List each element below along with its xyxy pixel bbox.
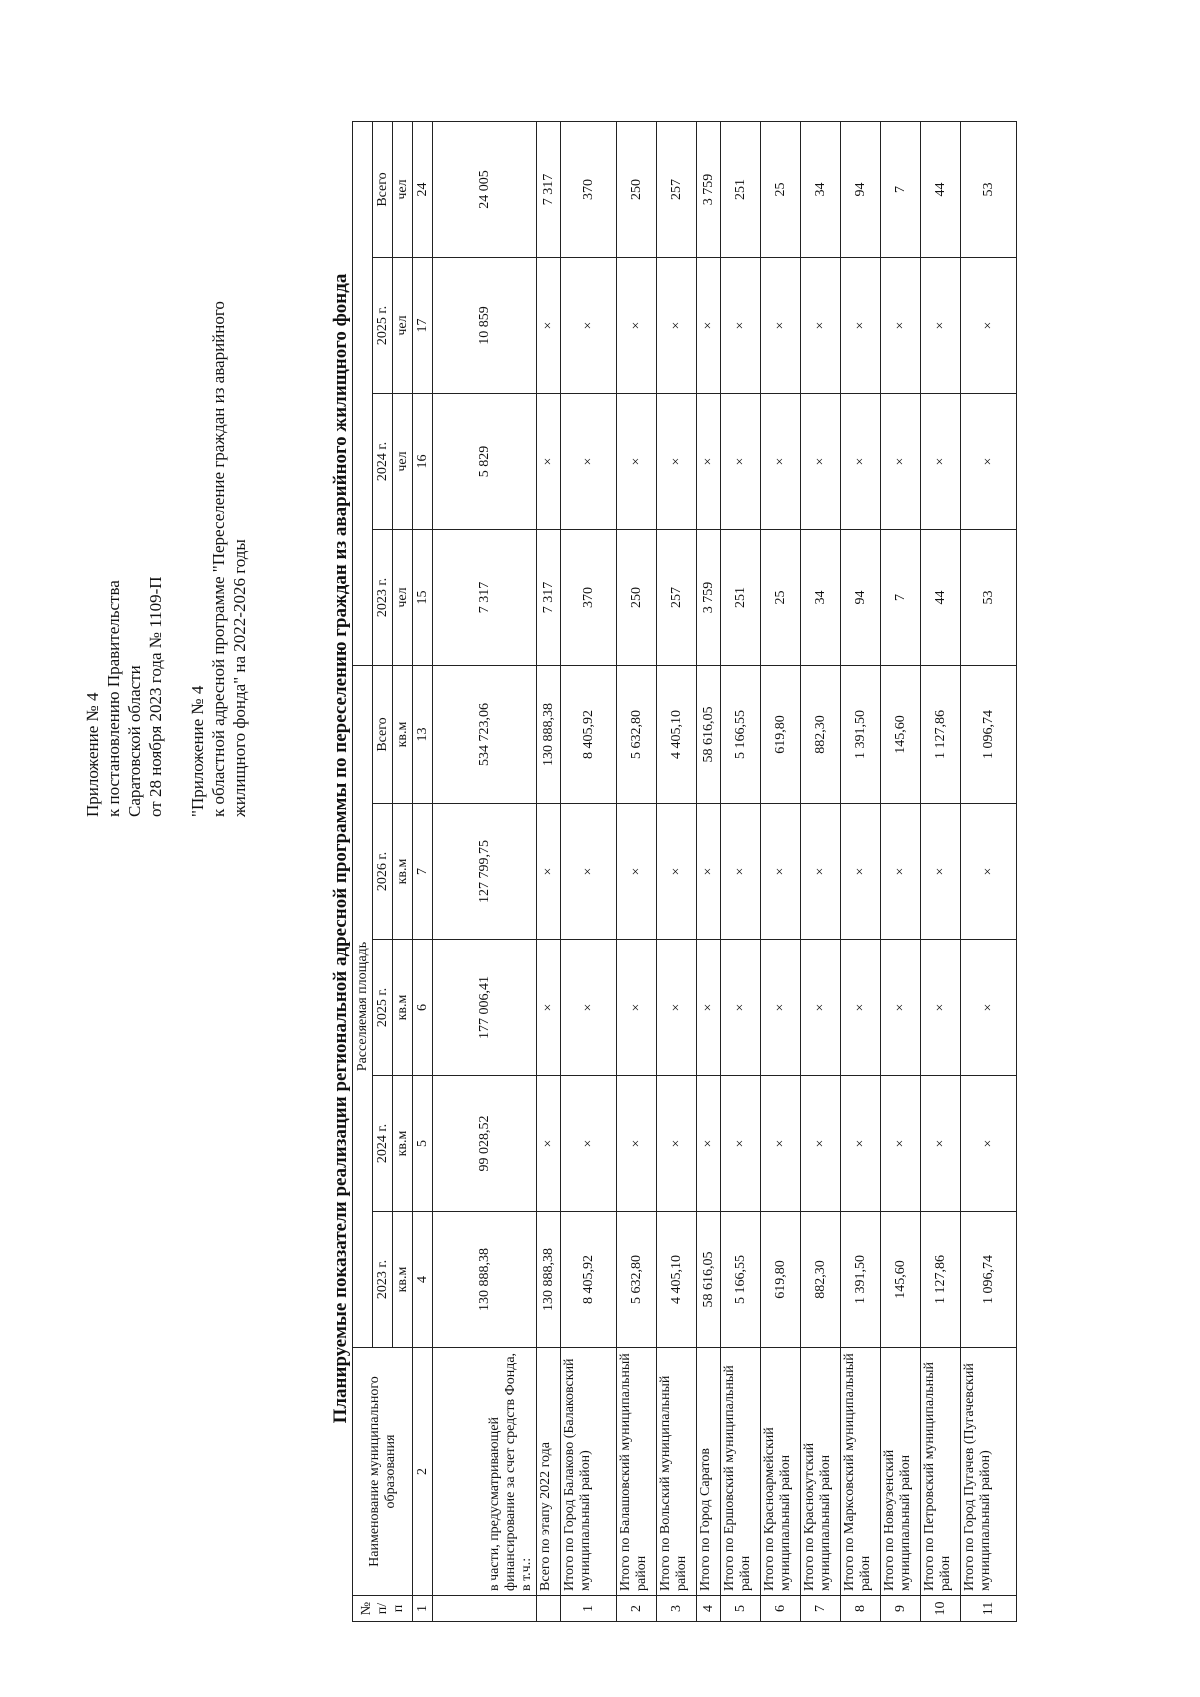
value-cell: 5 632,80 <box>617 1212 657 1348</box>
value-cell: 7 <box>881 122 921 258</box>
col-header-year: 2023 г. <box>373 1212 393 1348</box>
value-cell: 3 759 <box>697 530 721 666</box>
value-cell: × <box>617 394 657 530</box>
municipality-name: Итого по Красноармейский муниципальный район <box>761 1348 801 1596</box>
table-row <box>961 122 1017 1622</box>
col-header-unit: чел <box>393 530 413 666</box>
value-cell: × <box>537 258 561 394</box>
column-number: 7 <box>413 804 433 940</box>
value-cell: × <box>961 258 1017 394</box>
value-cell: 534 723,06 <box>433 666 537 804</box>
value-cell: 44 <box>921 530 961 666</box>
value-cell: 4 405,10 <box>657 666 697 804</box>
value-cell: 619,80 <box>761 666 801 804</box>
column-number: 17 <box>413 258 433 394</box>
column-number: 16 <box>413 394 433 530</box>
value-cell: 1 391,50 <box>841 1212 881 1348</box>
value-cell: × <box>697 1076 721 1212</box>
row-number: 10 <box>921 1596 961 1622</box>
value-cell: 8 405,92 <box>561 666 617 804</box>
value-cell: × <box>761 1076 801 1212</box>
col-header-year: Всего <box>373 666 393 804</box>
value-cell: × <box>881 940 921 1076</box>
value-cell: × <box>841 804 881 940</box>
header-line: жилищного фонда" на 2022-2026 годы <box>230 539 249 817</box>
col-group-area: Расселяемая площадь <box>353 666 373 1348</box>
col-group-people <box>353 122 373 666</box>
col-header-year: Всего <box>373 122 393 258</box>
value-cell: 24 005 <box>433 122 537 258</box>
value-cell: × <box>561 1076 617 1212</box>
value-cell: × <box>617 1076 657 1212</box>
document-title: Планируемые показатели реализации региональной адресной программы по переселению граждан из аварийного жилищного фонда <box>330 273 351 1424</box>
value-cell: × <box>657 804 697 940</box>
value-cell: × <box>961 804 1017 940</box>
value-cell: × <box>961 940 1017 1076</box>
municipality-name: Итого по Ершовский муниципальный район <box>721 1348 761 1596</box>
value-cell: × <box>841 1076 881 1212</box>
row-number: 11 <box>961 1596 1017 1622</box>
table-row <box>801 122 841 1622</box>
value-cell: 145,60 <box>881 666 921 804</box>
column-number: 4 <box>413 1212 433 1348</box>
value-cell: × <box>697 804 721 940</box>
value-cell: 130 888,38 <box>537 1212 561 1348</box>
municipality-name: Итого по Вольский муниципальный район <box>657 1348 697 1596</box>
value-cell: 99 028,52 <box>433 1076 537 1212</box>
value-cell: 5 632,80 <box>617 666 657 804</box>
row-number: 9 <box>881 1596 921 1622</box>
col-header-unit: кв.м <box>393 666 413 804</box>
value-cell: 53 <box>961 122 1017 258</box>
municipality-name: Итого по Город Пугачев (Пугачевский муниципальный район) <box>961 1348 1017 1596</box>
value-cell: × <box>721 1076 761 1212</box>
value-cell: × <box>921 394 961 530</box>
table-row <box>841 122 881 1622</box>
value-cell: 7 317 <box>433 530 537 666</box>
col-header-unit: чел <box>393 122 413 258</box>
table-row <box>721 122 761 1622</box>
value-cell: × <box>657 1076 697 1212</box>
row-number: 5 <box>721 1596 761 1622</box>
value-cell: 130 888,38 <box>433 1212 537 1348</box>
value-cell: 58 616,05 <box>697 666 721 804</box>
value-cell: 25 <box>761 530 801 666</box>
value-cell: 1 096,74 <box>961 666 1017 804</box>
value-cell: × <box>721 258 761 394</box>
value-cell: 7 <box>881 530 921 666</box>
municipality-name: Итого по Краснокутский муниципальный район <box>801 1348 841 1596</box>
column-number: 5 <box>413 1076 433 1212</box>
value-cell: × <box>537 394 561 530</box>
col-header-name: Наименование муниципального образования <box>353 1348 413 1596</box>
col-header-year: 2025 г. <box>373 258 393 394</box>
municipality-name: Итого по Новоузенский муниципальный район <box>881 1348 921 1596</box>
value-cell: × <box>537 804 561 940</box>
value-cell: 1 096,74 <box>961 1212 1017 1348</box>
value-cell: × <box>881 258 921 394</box>
value-cell: 177 006,41 <box>433 940 537 1076</box>
appendix-header <box>82 97 250 817</box>
value-cell: 257 <box>657 530 697 666</box>
value-cell: × <box>617 258 657 394</box>
header-line: Саратовской области <box>125 665 144 817</box>
header-line: "Приложение № 4 <box>188 685 207 817</box>
table-row <box>697 122 721 1622</box>
value-cell: × <box>801 258 841 394</box>
municipality-name: Итого по Город Балаково (Балаковский муниципальный район) <box>561 1348 617 1596</box>
value-cell: × <box>657 940 697 1076</box>
table-row <box>761 122 801 1622</box>
value-cell: × <box>537 940 561 1076</box>
value-cell: × <box>561 804 617 940</box>
municipality-name: в части, предусматривающей финансирование за счет средств Фонда, в т.ч.: <box>433 1348 537 1596</box>
value-cell: 1 127,86 <box>921 666 961 804</box>
row-number <box>537 1596 561 1622</box>
value-cell: × <box>881 394 921 530</box>
value-cell: × <box>721 804 761 940</box>
value-cell: 257 <box>657 122 697 258</box>
col-header-unit: кв.м <box>393 940 413 1076</box>
row-number <box>433 1596 537 1622</box>
value-cell: 130 888,38 <box>537 666 561 804</box>
value-cell: 251 <box>721 530 761 666</box>
value-cell: 3 759 <box>697 122 721 258</box>
value-cell: 5 166,55 <box>721 1212 761 1348</box>
header-line: Приложение № 4 <box>83 692 102 817</box>
value-cell: × <box>801 940 841 1076</box>
municipality-name: Итого по Петровский муниципальный район <box>921 1348 961 1596</box>
col-header-unit: кв.м <box>393 1076 413 1212</box>
table-row <box>561 122 617 1622</box>
value-cell: 145,60 <box>881 1212 921 1348</box>
value-cell: 5 166,55 <box>721 666 761 804</box>
col-header-year: 2025 г. <box>373 940 393 1076</box>
col-header-year: 2024 г. <box>373 1076 393 1212</box>
col-header-no: № п/п <box>353 1596 413 1622</box>
value-cell: 58 616,05 <box>697 1212 721 1348</box>
value-cell: 370 <box>561 530 617 666</box>
table-row <box>617 122 657 1622</box>
value-cell: × <box>657 258 697 394</box>
value-cell: × <box>721 394 761 530</box>
column-number: 24 <box>413 122 433 258</box>
value-cell: × <box>921 804 961 940</box>
header-line: к областной адресной программе "Переселение граждан из аварийного <box>209 301 228 817</box>
value-cell: × <box>617 804 657 940</box>
row-number: 8 <box>841 1596 881 1622</box>
value-cell: × <box>761 940 801 1076</box>
column-number: 15 <box>413 530 433 666</box>
value-cell: × <box>961 1076 1017 1212</box>
value-cell: × <box>561 394 617 530</box>
value-cell: × <box>561 940 617 1076</box>
value-cell: × <box>697 394 721 530</box>
table-row <box>921 122 961 1622</box>
value-cell: 251 <box>721 122 761 258</box>
value-cell: 44 <box>921 122 961 258</box>
value-cell: 882,30 <box>801 1212 841 1348</box>
column-number: 13 <box>413 666 433 804</box>
municipality-name: Итого по Город Саратов <box>697 1348 721 1596</box>
col-header-unit: чел <box>393 394 413 530</box>
value-cell: × <box>697 258 721 394</box>
municipality-name: Итого по Марксовский муниципальный район <box>841 1348 881 1596</box>
value-cell: 127 799,75 <box>433 804 537 940</box>
col-header-unit: кв.м <box>393 804 413 940</box>
value-cell: 10 859 <box>433 258 537 394</box>
value-cell: 25 <box>761 122 801 258</box>
value-cell: 250 <box>617 530 657 666</box>
value-cell: × <box>881 804 921 940</box>
value-cell: 1 127,86 <box>921 1212 961 1348</box>
value-cell: × <box>801 804 841 940</box>
value-cell: × <box>801 1076 841 1212</box>
value-cell: 5 829 <box>433 394 537 530</box>
value-cell: 370 <box>561 122 617 258</box>
value-cell: 7 317 <box>537 122 561 258</box>
row-number: 4 <box>697 1596 721 1622</box>
value-cell: × <box>761 804 801 940</box>
column-number: 6 <box>413 940 433 1076</box>
value-cell: × <box>841 258 881 394</box>
value-cell: × <box>561 258 617 394</box>
value-cell: 4 405,10 <box>657 1212 697 1348</box>
value-cell: × <box>961 394 1017 530</box>
value-cell: × <box>801 394 841 530</box>
value-cell: × <box>841 940 881 1076</box>
value-cell: 619,80 <box>761 1212 801 1348</box>
value-cell: 34 <box>801 122 841 258</box>
value-cell: 250 <box>617 122 657 258</box>
value-cell: 34 <box>801 530 841 666</box>
col-header-year: 2023 г. <box>373 530 393 666</box>
value-cell: × <box>881 1076 921 1212</box>
col-header-year: 2026 г. <box>373 804 393 940</box>
value-cell: 94 <box>841 122 881 258</box>
header-line: к постановлению Правительства <box>104 580 123 817</box>
column-number: 2 <box>413 1348 433 1596</box>
value-cell: 7 317 <box>537 530 561 666</box>
value-cell: × <box>617 940 657 1076</box>
header-line: от 28 ноября 2023 года № 1109-П <box>146 576 165 817</box>
row-number: 2 <box>617 1596 657 1622</box>
value-cell: × <box>761 394 801 530</box>
municipality-name: Всего по этапу 2022 года <box>537 1348 561 1596</box>
value-cell: 53 <box>961 530 1017 666</box>
row-number: 7 <box>801 1596 841 1622</box>
table-row <box>657 122 697 1622</box>
col-header-unit: чел <box>393 258 413 394</box>
value-cell: × <box>761 258 801 394</box>
row-number: 6 <box>761 1596 801 1622</box>
value-cell: × <box>721 940 761 1076</box>
value-cell: × <box>841 394 881 530</box>
value-cell: × <box>537 1076 561 1212</box>
value-cell: 882,30 <box>801 666 841 804</box>
value-cell: × <box>921 1076 961 1212</box>
value-cell: 8 405,92 <box>561 1212 617 1348</box>
value-cell: 1 391,50 <box>841 666 881 804</box>
table-row <box>881 122 921 1622</box>
municipality-name: Итого по Балашовский муниципальный район <box>617 1348 657 1596</box>
col-header-year: 2024 г. <box>373 394 393 530</box>
value-cell: 94 <box>841 530 881 666</box>
column-number: 1 <box>413 1596 433 1622</box>
col-header-unit: кв.м <box>393 1212 413 1348</box>
value-cell: × <box>921 940 961 1076</box>
value-cell: × <box>697 940 721 1076</box>
value-cell: × <box>657 394 697 530</box>
value-cell: × <box>921 258 961 394</box>
row-number: 3 <box>657 1596 697 1622</box>
table-row <box>433 122 537 1622</box>
table-row <box>537 122 561 1622</box>
indicators-table <box>352 121 1017 1622</box>
row-number: 1 <box>561 1596 617 1622</box>
